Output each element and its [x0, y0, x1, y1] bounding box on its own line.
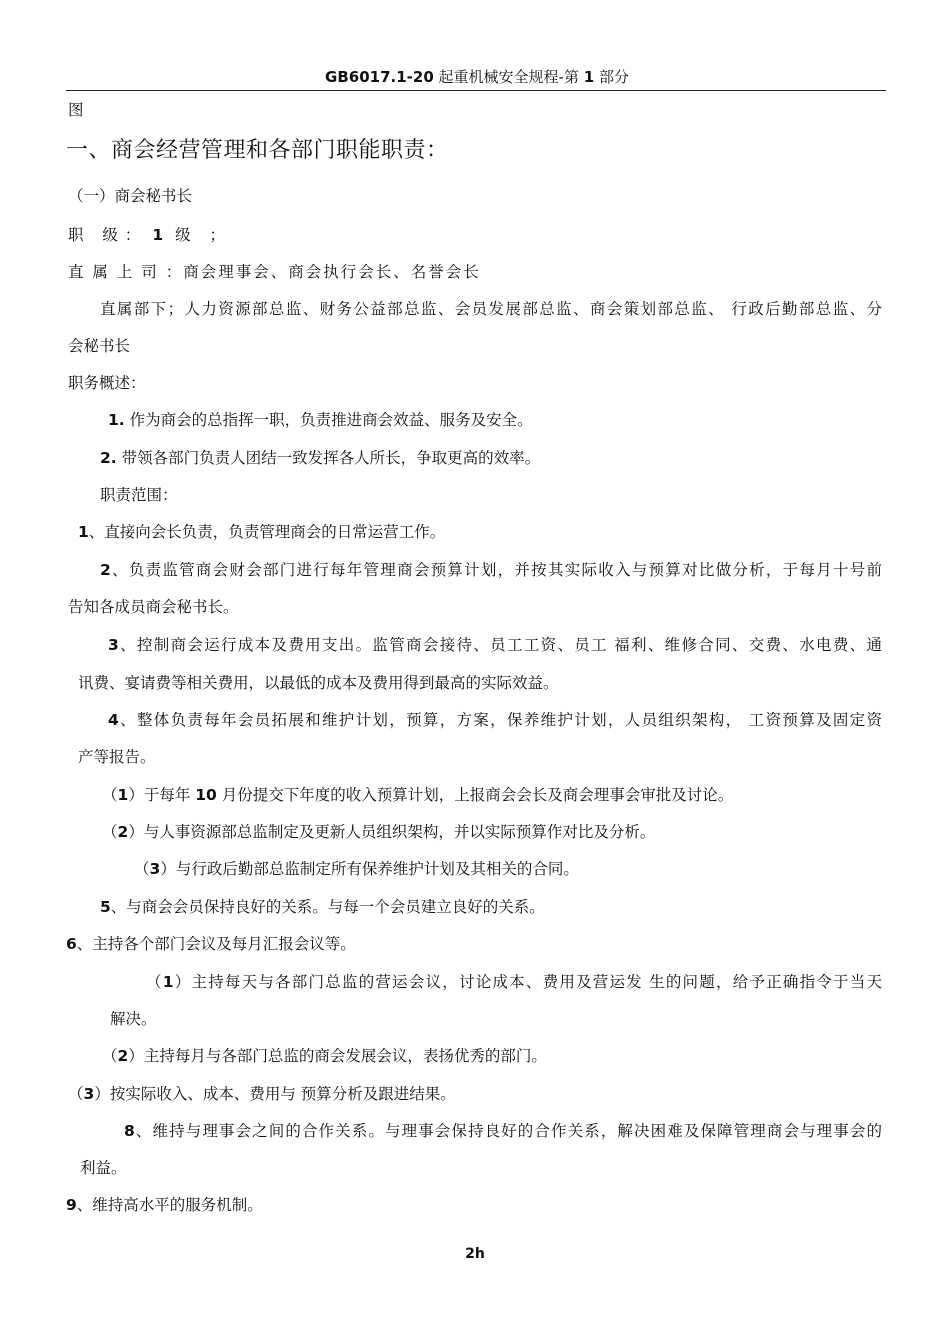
overview-item-2 [100, 451, 540, 467]
responsibility-8-line-2: 利益。 [80, 1159, 127, 1177]
overview-item-1 [108, 413, 533, 429]
subordinates-line-1: 直属部下；人力资源部总监、财务公益部总监、会员发展部总监、商会策划部总监、 行政后勤部总监、分 [100, 300, 882, 318]
item-number: 2. [100, 449, 117, 467]
item-text: ）主持每月与各部门总监的商会发展会议，表扬优秀的部门。 [128, 1047, 547, 1065]
responsibility-6-sub-1-line-1 [146, 975, 882, 991]
item-text: ）按实际收入、成本、费用与 预算分析及跟进结果。 [94, 1085, 456, 1103]
responsibility-6-sub-3 [68, 1087, 456, 1103]
responsibility-3-line-1 [108, 638, 882, 654]
item-number: 3 [83, 1085, 95, 1103]
figure-label: 图 [68, 101, 84, 119]
item-number: 3 [108, 636, 119, 654]
item-text: 、维持高水平的服务机制。 [76, 1196, 263, 1214]
responsibility-4-sub-3 [134, 862, 579, 878]
item-number: 2 [117, 823, 129, 841]
responsibility-9 [66, 1198, 263, 1214]
section-heading: 一、商会经营管理和各部门职能职责： [66, 138, 449, 163]
responsibility-3-line-2: 讯费、宴请费等相关费用，以最低的成本及费用得到最高的实际效益。 [78, 674, 559, 692]
item-text: ）与行政后勤部总监制定所有保养维护计划及其相关的合同。 [160, 860, 579, 878]
month-number: 10 [195, 786, 217, 804]
item-text: 、直接向会长负责，负责管理商会的日常运营工作。 [88, 523, 446, 541]
item-text: 、整体负责每年会员拓展和维护计划，预算，方案，保养维护计划，人员组织架构， 工资预算及固定资 [118, 711, 882, 729]
item-text: 、与商会会员保持良好的关系。与每一个会员建立良好的关系。 [110, 898, 545, 916]
grade-unit: 级 ； [163, 226, 233, 244]
responsibility-6-sub-1-line-2: 解决。 [110, 1010, 157, 1028]
responsibility-5 [100, 900, 545, 916]
item-text: 作为商会的总指挥一职，负责推进商会效益、服务及安全。 [124, 411, 533, 429]
overview-label: 职务概述： [68, 374, 146, 392]
item-number: 9 [66, 1196, 77, 1214]
responsibility-4-line-1 [108, 713, 882, 729]
scope-label: 职责范围： [100, 486, 178, 504]
item-number: 2 [100, 561, 111, 579]
item-text: 月份提交下年度的收入预算计划，上报商会会长及商会理事会审批及讨论。 [216, 786, 734, 804]
item-text: 、主持各个部门会议及每月汇报会议等。 [76, 935, 356, 953]
item-number: 3 [149, 860, 161, 878]
item-text: 、维持与理事会之间的合作关系。与理事会保持良好的合作关系，解决困难及保障管理商会与理事会的 [134, 1122, 882, 1140]
grade-line [68, 228, 232, 244]
paren-open: （ [68, 1085, 84, 1103]
paren-open: （ [146, 973, 163, 991]
header-standard-code: GB6017.1-20 [325, 68, 434, 86]
paren-open: （ [134, 860, 150, 878]
item-number: 5 [100, 898, 111, 916]
item-number: 1 [78, 523, 89, 541]
item-number: 4 [108, 711, 119, 729]
page-number: 2h [465, 1246, 485, 1262]
item-text: 、控制商会运行成本及费用支出。监管商会接待、员工工资、员工 福利、维修合同、交费、水电费、通 [118, 636, 882, 654]
header-title-end: 部分 [594, 68, 629, 86]
responsibility-2-line-2: 告知各成员商会秘书长。 [68, 598, 239, 616]
responsibility-6-sub-2 [102, 1049, 547, 1065]
paren-open: （ [102, 823, 118, 841]
superior-line: 直 属 上 司 ：商会理事会、商会执行会长、名誉会长 [68, 263, 481, 281]
responsibility-4-sub-1 [102, 788, 733, 804]
item-text: ）于每年 [128, 786, 196, 804]
item-text: 带领各部门负责人团结一致发挥各人所长，争取更高的效率。 [116, 449, 541, 467]
page-header [68, 66, 886, 87]
item-text: 、负责监管商会财会部门进行每年管理商会预算计划，并按其实际收入与预算对比做分析，于每月十号前 [110, 561, 882, 579]
responsibility-2-line-1 [100, 563, 882, 579]
responsibility-8-line-1 [124, 1124, 882, 1140]
item-number: 1 [117, 786, 129, 804]
item-number: 2 [117, 1047, 129, 1065]
responsibility-4-line-2: 产等报告。 [78, 748, 156, 766]
grade-number: 1 [152, 226, 164, 244]
item-text: ）主持每天与各部门总监的营运会议，讨论成本、费用及营运发 生的问题，给予正确指令于当天 [173, 973, 882, 991]
header-title: 起重机械安全规程-第 [433, 68, 584, 86]
grade-label: 职 级： [68, 226, 148, 244]
subordinates-line-2: 会秘书长 [68, 337, 131, 355]
item-number: 1. [108, 411, 125, 429]
responsibility-4-sub-2 [102, 825, 655, 841]
paren-open: （ [102, 1047, 118, 1065]
responsibility-1 [78, 525, 445, 541]
header-rule [66, 90, 886, 91]
paren-open: （ [102, 786, 118, 804]
item-number: 1 [162, 973, 174, 991]
item-number: 8 [124, 1122, 135, 1140]
subsection-title: （一）商会秘书长 [68, 187, 193, 205]
item-number: 6 [66, 935, 77, 953]
responsibility-6 [66, 937, 356, 953]
item-text: ）与人事资源部总监制定及更新人员组织架构，并以实际预算作对比及分析。 [128, 823, 656, 841]
header-part-number: 1 [583, 68, 595, 86]
